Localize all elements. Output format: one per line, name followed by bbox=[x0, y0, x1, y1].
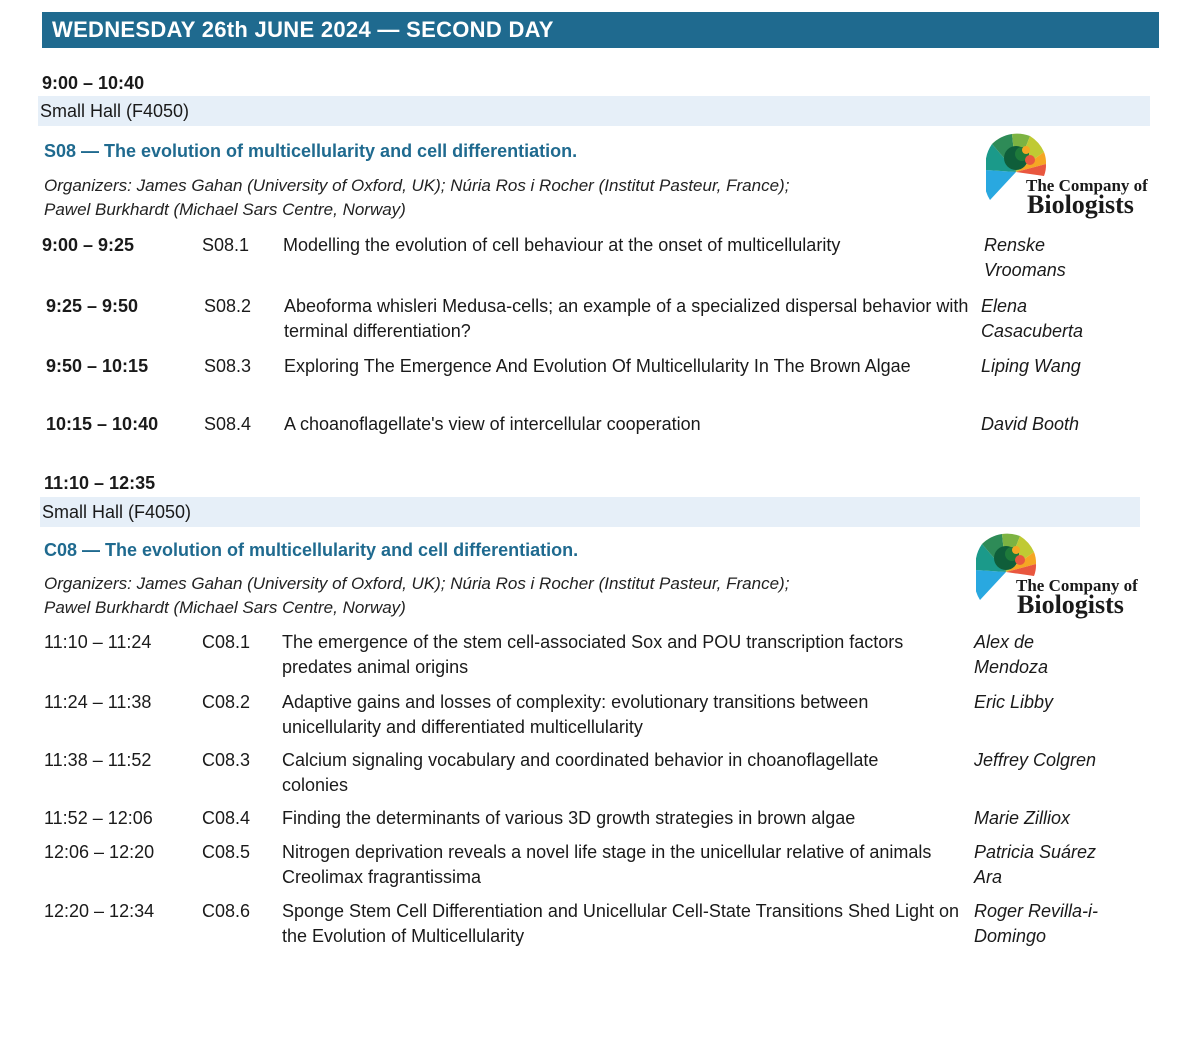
logo-text-line1: The Company of bbox=[1016, 576, 1138, 595]
talk-time: 9:50 – 10:15 bbox=[46, 356, 149, 376]
talk-code: S08.1 bbox=[202, 235, 250, 255]
session-block-time: 11:10 – 12:35 bbox=[44, 473, 156, 493]
logo-text-line2: Biologists bbox=[1017, 590, 1124, 619]
talk-code: S08.2 bbox=[204, 296, 252, 316]
talk-row bbox=[46, 354, 1196, 404]
talk-code: S08.4 bbox=[204, 414, 252, 434]
session-hall: Small Hall (F4050) bbox=[38, 96, 1150, 126]
day-header: WEDNESDAY 26th JUNE 2024 — SECOND DAY bbox=[42, 12, 1159, 48]
talk-code: C08.1 bbox=[202, 632, 251, 652]
organizers-line: Organizers: James Gahan (University of Oxford, UK); Núria Ros i Rocher (Institut Pasteur, France); bbox=[44, 176, 790, 195]
talk-speaker: Patricia Suárez Ara bbox=[974, 842, 1097, 887]
talk-time: 9:25 – 9:50 bbox=[46, 296, 139, 316]
session-organizers bbox=[44, 572, 789, 620]
talk-title: Abeoforma whisleri Medusa-cells; an example of a specialized dispersal behavior with terminal differentiation? bbox=[284, 296, 969, 341]
talk-row bbox=[44, 840, 1194, 890]
talk-title: Exploring The Emergence And Evolution Of Multicellularity In The Brown Algae bbox=[284, 356, 911, 376]
talk-speaker: David Booth bbox=[981, 414, 1080, 434]
talk-time: 11:10 – 11:24 bbox=[44, 632, 152, 652]
talk-row bbox=[42, 233, 1192, 283]
talk-code: C08.5 bbox=[202, 842, 251, 862]
organizers-line: Pawel Burkhardt (Michael Sars Centre, Norway) bbox=[44, 598, 406, 617]
session-organizers bbox=[44, 174, 789, 222]
logo-text-line2: Biologists bbox=[1027, 190, 1134, 219]
talk-row bbox=[46, 412, 1196, 438]
talk-row bbox=[46, 294, 1196, 344]
session-block-time: 9:00 – 10:40 bbox=[42, 73, 145, 93]
talk-title: Modelling the evolution of cell behaviour at the onset of multicellularity bbox=[283, 235, 841, 255]
talk-row bbox=[44, 690, 1194, 740]
talk-code: C08.6 bbox=[202, 901, 251, 921]
talk-speaker: Roger Revilla-i-Domingo bbox=[974, 901, 1099, 946]
talk-time: 11:24 – 11:38 bbox=[44, 692, 152, 712]
talk-row bbox=[44, 748, 1194, 798]
talk-title: Finding the determinants of various 3D growth strategies in brown algae bbox=[282, 808, 856, 828]
session-hall: Small Hall (F4050) bbox=[40, 497, 1140, 527]
talk-time: 11:38 – 11:52 bbox=[44, 750, 152, 770]
talk-row bbox=[44, 899, 1194, 949]
talk-title: Calcium signaling vocabulary and coordinated behavior in choanoflagellate colonies bbox=[282, 750, 879, 795]
talk-speaker: Eric Libby bbox=[974, 692, 1054, 712]
talk-row bbox=[44, 806, 1194, 832]
talk-time: 12:20 – 12:34 bbox=[44, 901, 155, 921]
talk-title: Adaptive gains and losses of complexity: evolutionary transitions between unicellularity and differentiated multicellularity bbox=[282, 692, 869, 737]
session-title: C08 — The evolution of multicellularity and cell differentiation. bbox=[44, 540, 579, 560]
talk-time: 12:06 – 12:20 bbox=[44, 842, 155, 862]
talk-code: C08.4 bbox=[202, 808, 251, 828]
talk-title: Sponge Stem Cell Differentiation and Unicellular Cell-State Transitions Shed Light on the Evolution of Multicellularity bbox=[282, 901, 960, 946]
talk-time: 11:52 – 12:06 bbox=[44, 808, 153, 828]
talk-code: C08.3 bbox=[202, 750, 251, 770]
talk-title: A choanoflagellate's view of intercellular cooperation bbox=[284, 414, 701, 434]
talk-code: S08.3 bbox=[204, 356, 252, 376]
talk-speaker: Alex de Mendoza bbox=[974, 632, 1049, 677]
logo-text-line1: The Company of bbox=[1026, 176, 1148, 195]
talk-speaker: Marie Zilliox bbox=[974, 808, 1071, 828]
talk-title: Nitrogen deprivation reveals a novel life stage in the unicellular relative of animals Creolimax fragrantissima bbox=[282, 842, 932, 887]
talk-code: C08.2 bbox=[202, 692, 251, 712]
talk-speaker: Liping Wang bbox=[981, 356, 1081, 376]
talk-speaker: Elena Casacuberta bbox=[981, 296, 1084, 341]
talk-row bbox=[44, 630, 1194, 680]
talk-time: 10:15 – 10:40 bbox=[46, 414, 159, 434]
session-title: S08 — The evolution of multicellularity and cell differentiation. bbox=[44, 141, 578, 161]
talk-speaker: Jeffrey Colgren bbox=[974, 750, 1097, 770]
organizers-line: Organizers: James Gahan (University of Oxford, UK); Núria Ros i Rocher (Institut Pasteur, France); bbox=[44, 574, 790, 593]
organizers-line: Pawel Burkhardt (Michael Sars Centre, Norway) bbox=[44, 200, 406, 219]
talk-speaker: Renske Vroomans bbox=[984, 235, 1066, 280]
talk-time: 9:00 – 9:25 bbox=[42, 235, 135, 255]
talk-title: The emergence of the stem cell-associated Sox and POU transcription factors predates animal origins bbox=[282, 632, 904, 677]
company-of-biologists-logo bbox=[976, 530, 1146, 630]
company-of-biologists-logo bbox=[986, 130, 1156, 230]
